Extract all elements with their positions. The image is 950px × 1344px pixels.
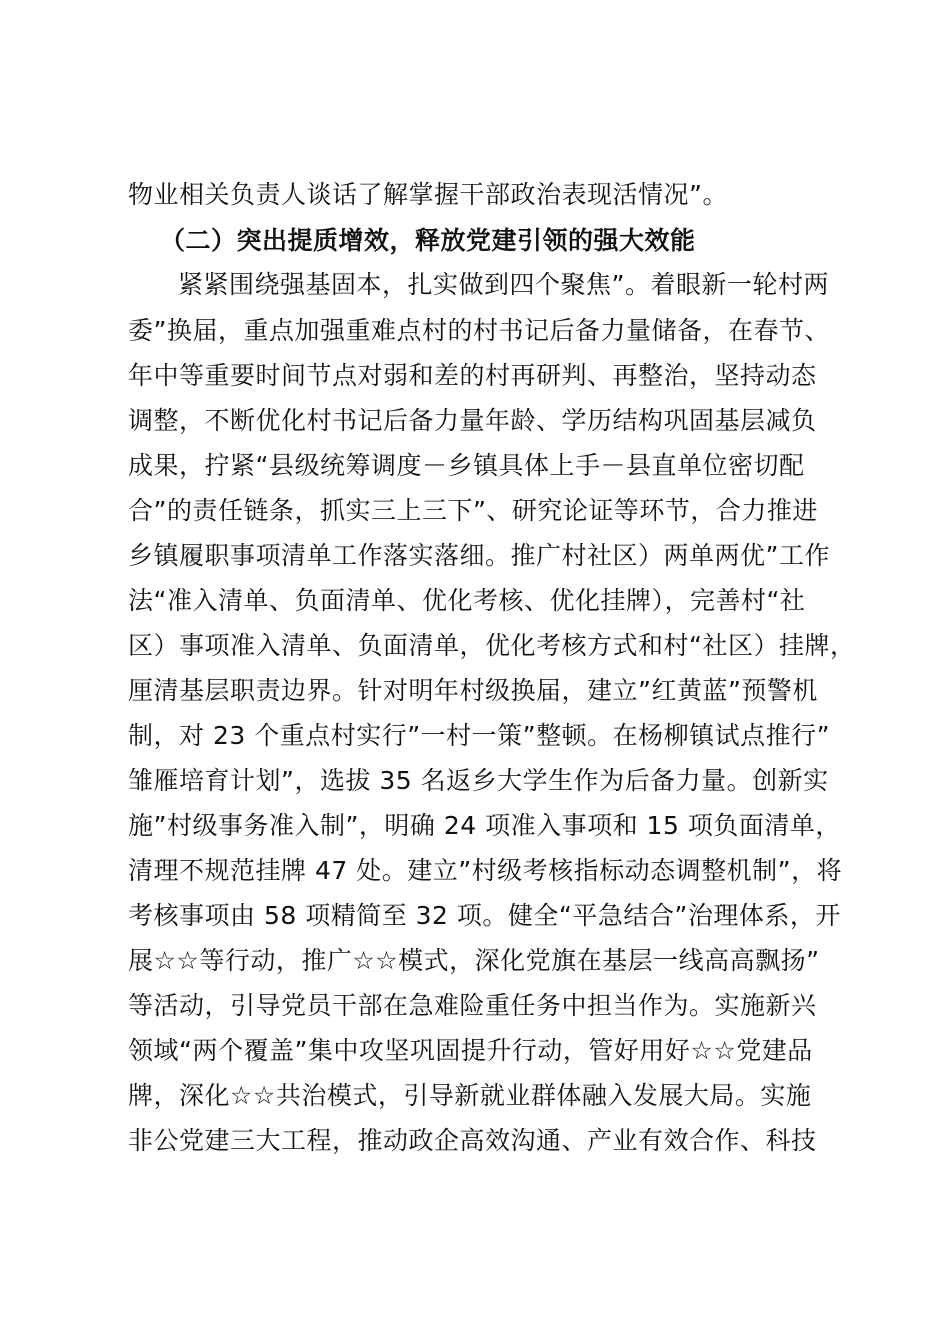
section-heading: （二）突出提质增效，释放党建引领的强大效能: [160, 226, 696, 255]
paragraph-line: 区）事项准入清单、负面清单，优化考核方式和村“社区）挂牌，: [128, 631, 856, 660]
paragraph-line: 等活动，引导党员干部在急难险重任务中担当作为。实施新兴: [128, 991, 817, 1020]
paragraph-line: 领域“两个覆盖”集中攻坚巩固提升行动，管好用好☆☆党建品: [128, 1036, 813, 1065]
paragraph-line: 施”村级事务准入制”，明确 24 项准入事项和 15 项负面清单，: [128, 811, 841, 840]
paragraph-line: 考核事项由 58 项精简至 32 项。健全“平急结合”治理体系，开: [128, 901, 841, 930]
paragraph-line: 调整，不断优化村书记后备力量年龄、学历结构巩固基层减负: [128, 406, 817, 435]
paragraph-line: 法“准入清单、负面清单、优化考核、优化挂牌），完善村“社: [128, 586, 806, 615]
paragraph-line: 厘清基层职责边界。针对明年村级换届，建立”红黄蓝”预警机: [128, 676, 818, 705]
paragraph-line: 雏雁培育计划”，选拔 35 名返乡大学生作为后备力量。创新实: [128, 766, 829, 795]
paragraph-line: 成果，拧紧“县级统筹调度－乡镇具体上手－县直单位密切配: [128, 451, 805, 480]
paragraph-line: 乡镇履职事项清单工作落实落细。推广村社区）两单两优”工作: [128, 541, 830, 570]
paragraph-line: 制，对 23 个重点村实行”一村一策”整顿。在杨柳镇试点推行”: [128, 721, 831, 750]
paragraph-line: 年中等重要时间节点对弱和差的村再研判、再整治，坚持动态: [128, 361, 817, 390]
paragraph-line: 牌，深化☆☆共治模式，引导新就业群体融入发展大局。实施: [128, 1081, 812, 1110]
paragraph-line-1: 物业相关负责人谈话了解掌握干部政治表现活情况”。: [128, 180, 728, 209]
paragraph-line: 非公党建三大工程，推动政企高效沟通、产业有效合作、科技: [128, 1126, 817, 1155]
paragraph-line: 合”的责任链条，抓实三上三下”、研究论证等环节，合力推进: [128, 496, 818, 525]
paragraph-line: 委”换届，重点加强重难点村的村书记后备力量储备，在春节、: [128, 316, 830, 345]
paragraph-line: 清理不规范挂牌 47 处。建立”村级考核指标动态调整机制”，将: [128, 856, 843, 885]
paragraph-line: 展☆☆等行动，推广☆☆模式，深化党旗在基层一线高高飘扬”: [128, 946, 820, 975]
paragraph-line-first: 紧紧围绕强基固本，扎实做到四个聚焦”。着眼新一轮村两: [178, 270, 829, 299]
